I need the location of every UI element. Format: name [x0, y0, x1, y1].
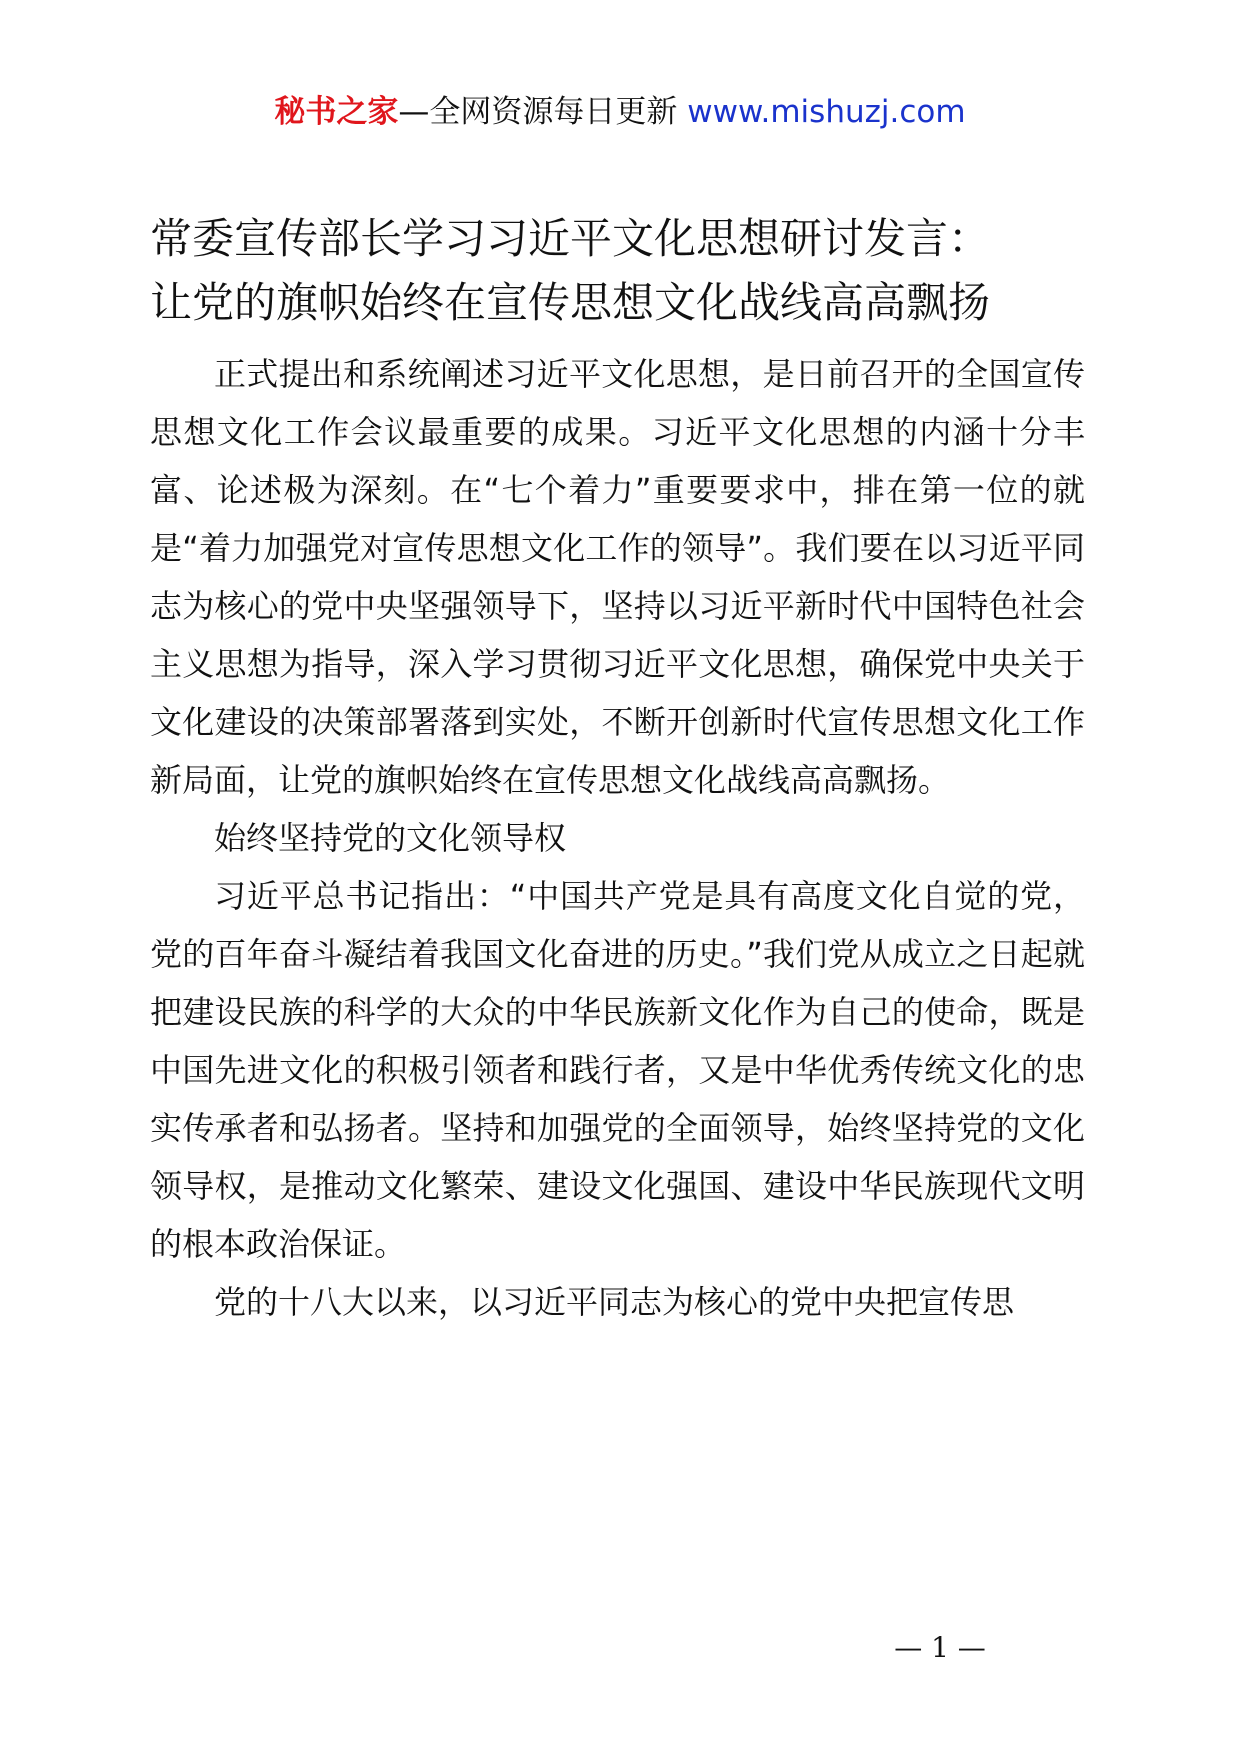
paragraph-leadership: 习近平总书记指出：“中国共产党是具有高度文化自觉的党，党的百年奋斗凝结着我国文化奋进的历史。”我们党从成立之日起就把建设民族的科学的大众的中华民族新文化作为自己的使命，既是中国先进文化的积极引领者和践行者，又是中华优秀传统文化的忠实传承者和弘扬者。坚持和加强党的全面领导，始终坚持党的文化领导权，是推动文化繁荣、建设文化强国、建设中华民族现代文明的根本政治保证。 — [150, 877, 1085, 1263]
page-number: — 1 — — [894, 1631, 986, 1664]
brand-name: 秘书之家 — [274, 94, 399, 130]
section-heading: 始终坚持党的文化领导权 — [214, 819, 567, 857]
paragraph-intro: 正式提出和系统阐述习近平文化思想，是日前召开的全国宣传思想文化工作会议最重要的成果。习近平文化思想的内涵十分丰富、论述极为深刻。在“七个着力”重要要求中，排在第一位的就是“着力加强党对宣传思想文化工作的领导”。我们要在以习近平同志为核心的党中央坚强领导下，坚持以习近平新时代中国特色社会主义思想为指导，深入学习贯彻习近平文化思想，确保党中央关于文化建设的决策部署落到实处，不断开创新时代宣传思想文化工作新局面，让党的旗帜始终在宣传思想文化战线高高飘扬。 — [150, 355, 1085, 799]
document-body — [150, 345, 1085, 1331]
header-slogan: —全网资源每日更新 — [398, 94, 678, 130]
title-line-1: 常委宣传部长学习习近平文化思想研讨发言： — [150, 214, 991, 263]
document-title — [150, 207, 1090, 335]
site-url[interactable]: www.mishuzj.com — [687, 94, 966, 130]
title-line-2: 让党的旗帜始终在宣传思想文化战线高高飘扬 — [150, 278, 991, 327]
site-header — [0, 92, 1240, 132]
paragraph-continued: 党的十八大以来，以习近平同志为核心的党中央把宣传思 — [214, 1283, 1015, 1321]
